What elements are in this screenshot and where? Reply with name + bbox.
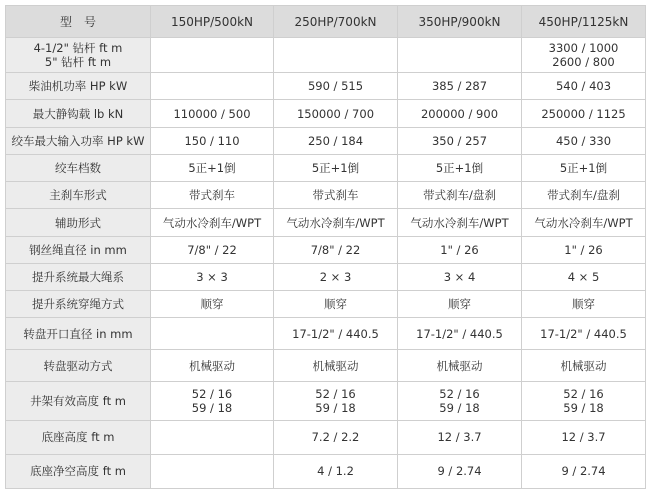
cell-value-line: 200000 / 900: [420, 106, 499, 121]
cell-value-line: 顺穿: [448, 297, 471, 312]
table-cell: [522, 209, 646, 236]
cell-value-line: 52 / 16: [439, 386, 480, 401]
row-label-line: 提升系统最大绳系: [32, 270, 124, 285]
table-cell: [274, 454, 398, 488]
table-row: [6, 154, 646, 181]
table-cell: [274, 318, 398, 350]
cell-value-line: 顺穿: [200, 297, 224, 312]
row-label-line: 绞车档数: [55, 161, 101, 176]
table-cell: [522, 350, 646, 382]
header-model-1: 150HP/500kN: [151, 6, 274, 38]
table-cell: [274, 73, 398, 100]
table-cell: [151, 100, 274, 127]
table-cell: [274, 236, 398, 263]
table-cell: [398, 209, 522, 236]
row-label: [6, 73, 151, 100]
cell-value-line: 5正+1倒: [559, 161, 608, 176]
header-model-2: 250HP/700kN: [274, 6, 398, 38]
cell-value-line: 带式刹车: [189, 188, 235, 203]
table-row: [6, 236, 646, 263]
row-label: [6, 127, 151, 154]
row-label: [6, 454, 151, 488]
table-cell: [398, 38, 522, 73]
header-model-3: 350HP/900kN: [398, 6, 522, 38]
cell-value-line: 52 / 16: [563, 386, 604, 401]
cell-value-line: 带式刹车/盘刹: [547, 188, 620, 203]
row-label: [6, 182, 151, 209]
cell-value-line: 59 / 18: [191, 400, 233, 415]
cell-value-line: 250000 / 1125: [541, 106, 626, 121]
cell-value-line: 150 / 110: [184, 133, 240, 148]
table-row: [6, 100, 646, 127]
table-cell: [151, 291, 274, 318]
cell-value-line: 52 / 16: [315, 386, 356, 401]
table-cell: [274, 182, 398, 209]
row-label-line: 转盘开口直径 in mm: [23, 326, 133, 341]
cell-value-line: 110000 / 500: [173, 106, 251, 121]
table-cell: [398, 318, 522, 350]
row-label-line: 转盘驱动方式: [43, 358, 113, 373]
table-cell: [522, 291, 646, 318]
table-cell: [522, 127, 646, 154]
row-label: [6, 100, 151, 127]
table-cell: [151, 350, 274, 382]
row-label-line: 主刹车形式: [49, 188, 107, 203]
table-cell: [274, 209, 398, 236]
header-model-label: 型 号: [6, 6, 151, 38]
row-label: [6, 350, 151, 382]
table-cell: [151, 236, 274, 263]
cell-value-line: 1" / 26: [440, 242, 479, 257]
table-row: [6, 291, 646, 318]
table-cell: [398, 291, 522, 318]
table-cell: [398, 454, 522, 488]
cell-value-line: 9 / 2.74: [561, 464, 606, 479]
cell-value-line: 机械驱动: [560, 358, 607, 373]
table-row: [6, 127, 646, 154]
cell-value-line: 52 / 16: [191, 386, 233, 401]
cell-value-line: 5正+1倒: [188, 161, 236, 176]
cell-value-line: 带式刹车/盘刹: [423, 188, 496, 203]
table-cell: [398, 350, 522, 382]
cell-value-line: 机械驱动: [189, 358, 235, 373]
table-row: [6, 382, 646, 421]
row-label-line: 底座净空高度 ft m: [30, 464, 126, 479]
table-cell: [151, 382, 274, 421]
cell-value-line: 顺穿: [572, 297, 595, 312]
table-cell: [151, 127, 274, 154]
spec-body: [6, 38, 646, 489]
row-label-line: 辅助形式: [55, 215, 101, 230]
cell-value-line: 4 / 1.2: [317, 464, 354, 479]
cell-value-line: 590 / 515: [307, 79, 364, 94]
cell-value-line: 1" / 26: [564, 242, 603, 257]
cell-value-line: 150000 / 700: [296, 106, 375, 121]
row-label: [6, 263, 151, 290]
table-cell: [274, 38, 398, 73]
table-cell: [151, 263, 274, 290]
cell-value-line: 5正+1倒: [311, 161, 360, 176]
table-cell: [274, 263, 398, 290]
table-cell: [522, 154, 646, 181]
header-model-4: 450HP/1125kN: [522, 6, 646, 38]
table-cell: [274, 382, 398, 421]
cell-value-line: 350 / 257: [431, 133, 488, 148]
cell-value-line: 59 / 18: [439, 400, 480, 415]
table-row: [6, 263, 646, 290]
table-row: [6, 182, 646, 209]
row-label-line: 5" 钻杆 ft m: [44, 55, 112, 70]
row-label-line: 最大静钩载 lb kN: [32, 106, 124, 121]
table-cell: [151, 182, 274, 209]
row-label: [6, 236, 151, 263]
cell-value-line: 3 × 4: [443, 270, 476, 285]
table-cell: [398, 127, 522, 154]
cell-value-line: 3 × 3: [196, 270, 228, 285]
cell-value-line: 气动水冷刹车/WPT: [410, 215, 509, 230]
cell-value-line: 450 / 330: [555, 133, 612, 148]
table-cell: [522, 73, 646, 100]
cell-value-line: 气动水冷刹车/WPT: [162, 215, 262, 230]
table-cell: [522, 236, 646, 263]
cell-value-line: 12 / 3.7: [437, 430, 482, 445]
table-cell: [522, 454, 646, 488]
table-cell: [522, 182, 646, 209]
cell-value-line: 顺穿: [324, 297, 347, 312]
row-label-line: 底座高度 ft m: [41, 430, 115, 445]
table-cell: [274, 100, 398, 127]
table-cell: [274, 420, 398, 454]
cell-value-line: 7/8" / 22: [187, 242, 237, 257]
spec-table: [5, 5, 646, 489]
table-cell: [274, 350, 398, 382]
cell-value-line: 7/8" / 22: [310, 242, 361, 257]
row-label: [6, 318, 151, 350]
table-row: [6, 350, 646, 382]
table-cell: [151, 209, 274, 236]
cell-value-line: 17-1/2" / 440.5: [540, 326, 627, 341]
row-label: [6, 38, 151, 73]
cell-value-line: 气动水冷刹车/WPT: [286, 215, 385, 230]
table-cell: [398, 182, 522, 209]
cell-value-line: 250 / 184: [307, 133, 364, 148]
cell-value-line: 385 / 287: [431, 79, 488, 94]
table-cell: [151, 420, 274, 454]
cell-value-line: 17-1/2" / 440.5: [292, 326, 379, 341]
row-label: [6, 420, 151, 454]
table-cell: [522, 420, 646, 454]
table-cell: [398, 73, 522, 100]
cell-value-line: 59 / 18: [315, 400, 356, 415]
cell-value-line: 9 / 2.74: [437, 464, 482, 479]
table-row: [6, 73, 646, 100]
cell-value-line: 气动水冷刹车/WPT: [534, 215, 633, 230]
cell-value-line: 7.2 / 2.2: [311, 430, 360, 445]
table-cell: [398, 420, 522, 454]
table-row: [6, 209, 646, 236]
table-row: [6, 318, 646, 350]
table-cell: [522, 382, 646, 421]
row-label-line: 柴油机功率 HP kW: [28, 79, 128, 94]
row-label: [6, 209, 151, 236]
table-cell: [274, 127, 398, 154]
table-row: [6, 38, 646, 73]
table-cell: [151, 318, 274, 350]
table-cell: [274, 154, 398, 181]
table-row: [6, 420, 646, 454]
cell-value-line: 17-1/2" / 440.5: [416, 326, 503, 341]
cell-value-line: 2600 / 800: [552, 55, 615, 70]
row-label-line: 井架有效高度 ft m: [30, 393, 126, 408]
header-row: [6, 6, 646, 38]
table-cell: [274, 291, 398, 318]
cell-value-line: 带式刹车: [312, 188, 359, 203]
row-label-line: 绞车最大输入功率 HP kW: [11, 133, 145, 148]
row-label: [6, 382, 151, 421]
cell-value-line: 59 / 18: [563, 400, 604, 415]
cell-value-line: 机械驱动: [436, 358, 483, 373]
row-label: [6, 291, 151, 318]
cell-value-line: 5正+1倒: [435, 161, 484, 176]
cell-value-line: 2 × 3: [319, 270, 352, 285]
table-cell: [151, 73, 274, 100]
row-label-line: 提升系统穿绳方式: [32, 297, 124, 312]
table-row: [6, 454, 646, 488]
table-cell: [522, 318, 646, 350]
table-cell: [398, 154, 522, 181]
row-label-line: 钢丝绳直径 in mm: [29, 242, 127, 257]
cell-value-line: 机械驱动: [312, 358, 359, 373]
table-cell: [398, 236, 522, 263]
table-cell: [398, 382, 522, 421]
table-cell: [398, 100, 522, 127]
table-cell: [151, 38, 274, 73]
cell-value-line: 12 / 3.7: [561, 430, 606, 445]
cell-value-line: 540 / 403: [555, 79, 612, 94]
table-cell: [151, 154, 274, 181]
table-cell: [151, 454, 274, 488]
table-cell: [522, 263, 646, 290]
table-cell: [398, 263, 522, 290]
table-cell: [522, 38, 646, 73]
cell-value-line: 3300 / 1000: [548, 41, 619, 56]
cell-value-line: 4 × 5: [567, 270, 600, 285]
row-label-line: 4-1/2" 钻杆 ft m: [33, 41, 123, 56]
table-cell: [522, 100, 646, 127]
row-label: [6, 154, 151, 181]
